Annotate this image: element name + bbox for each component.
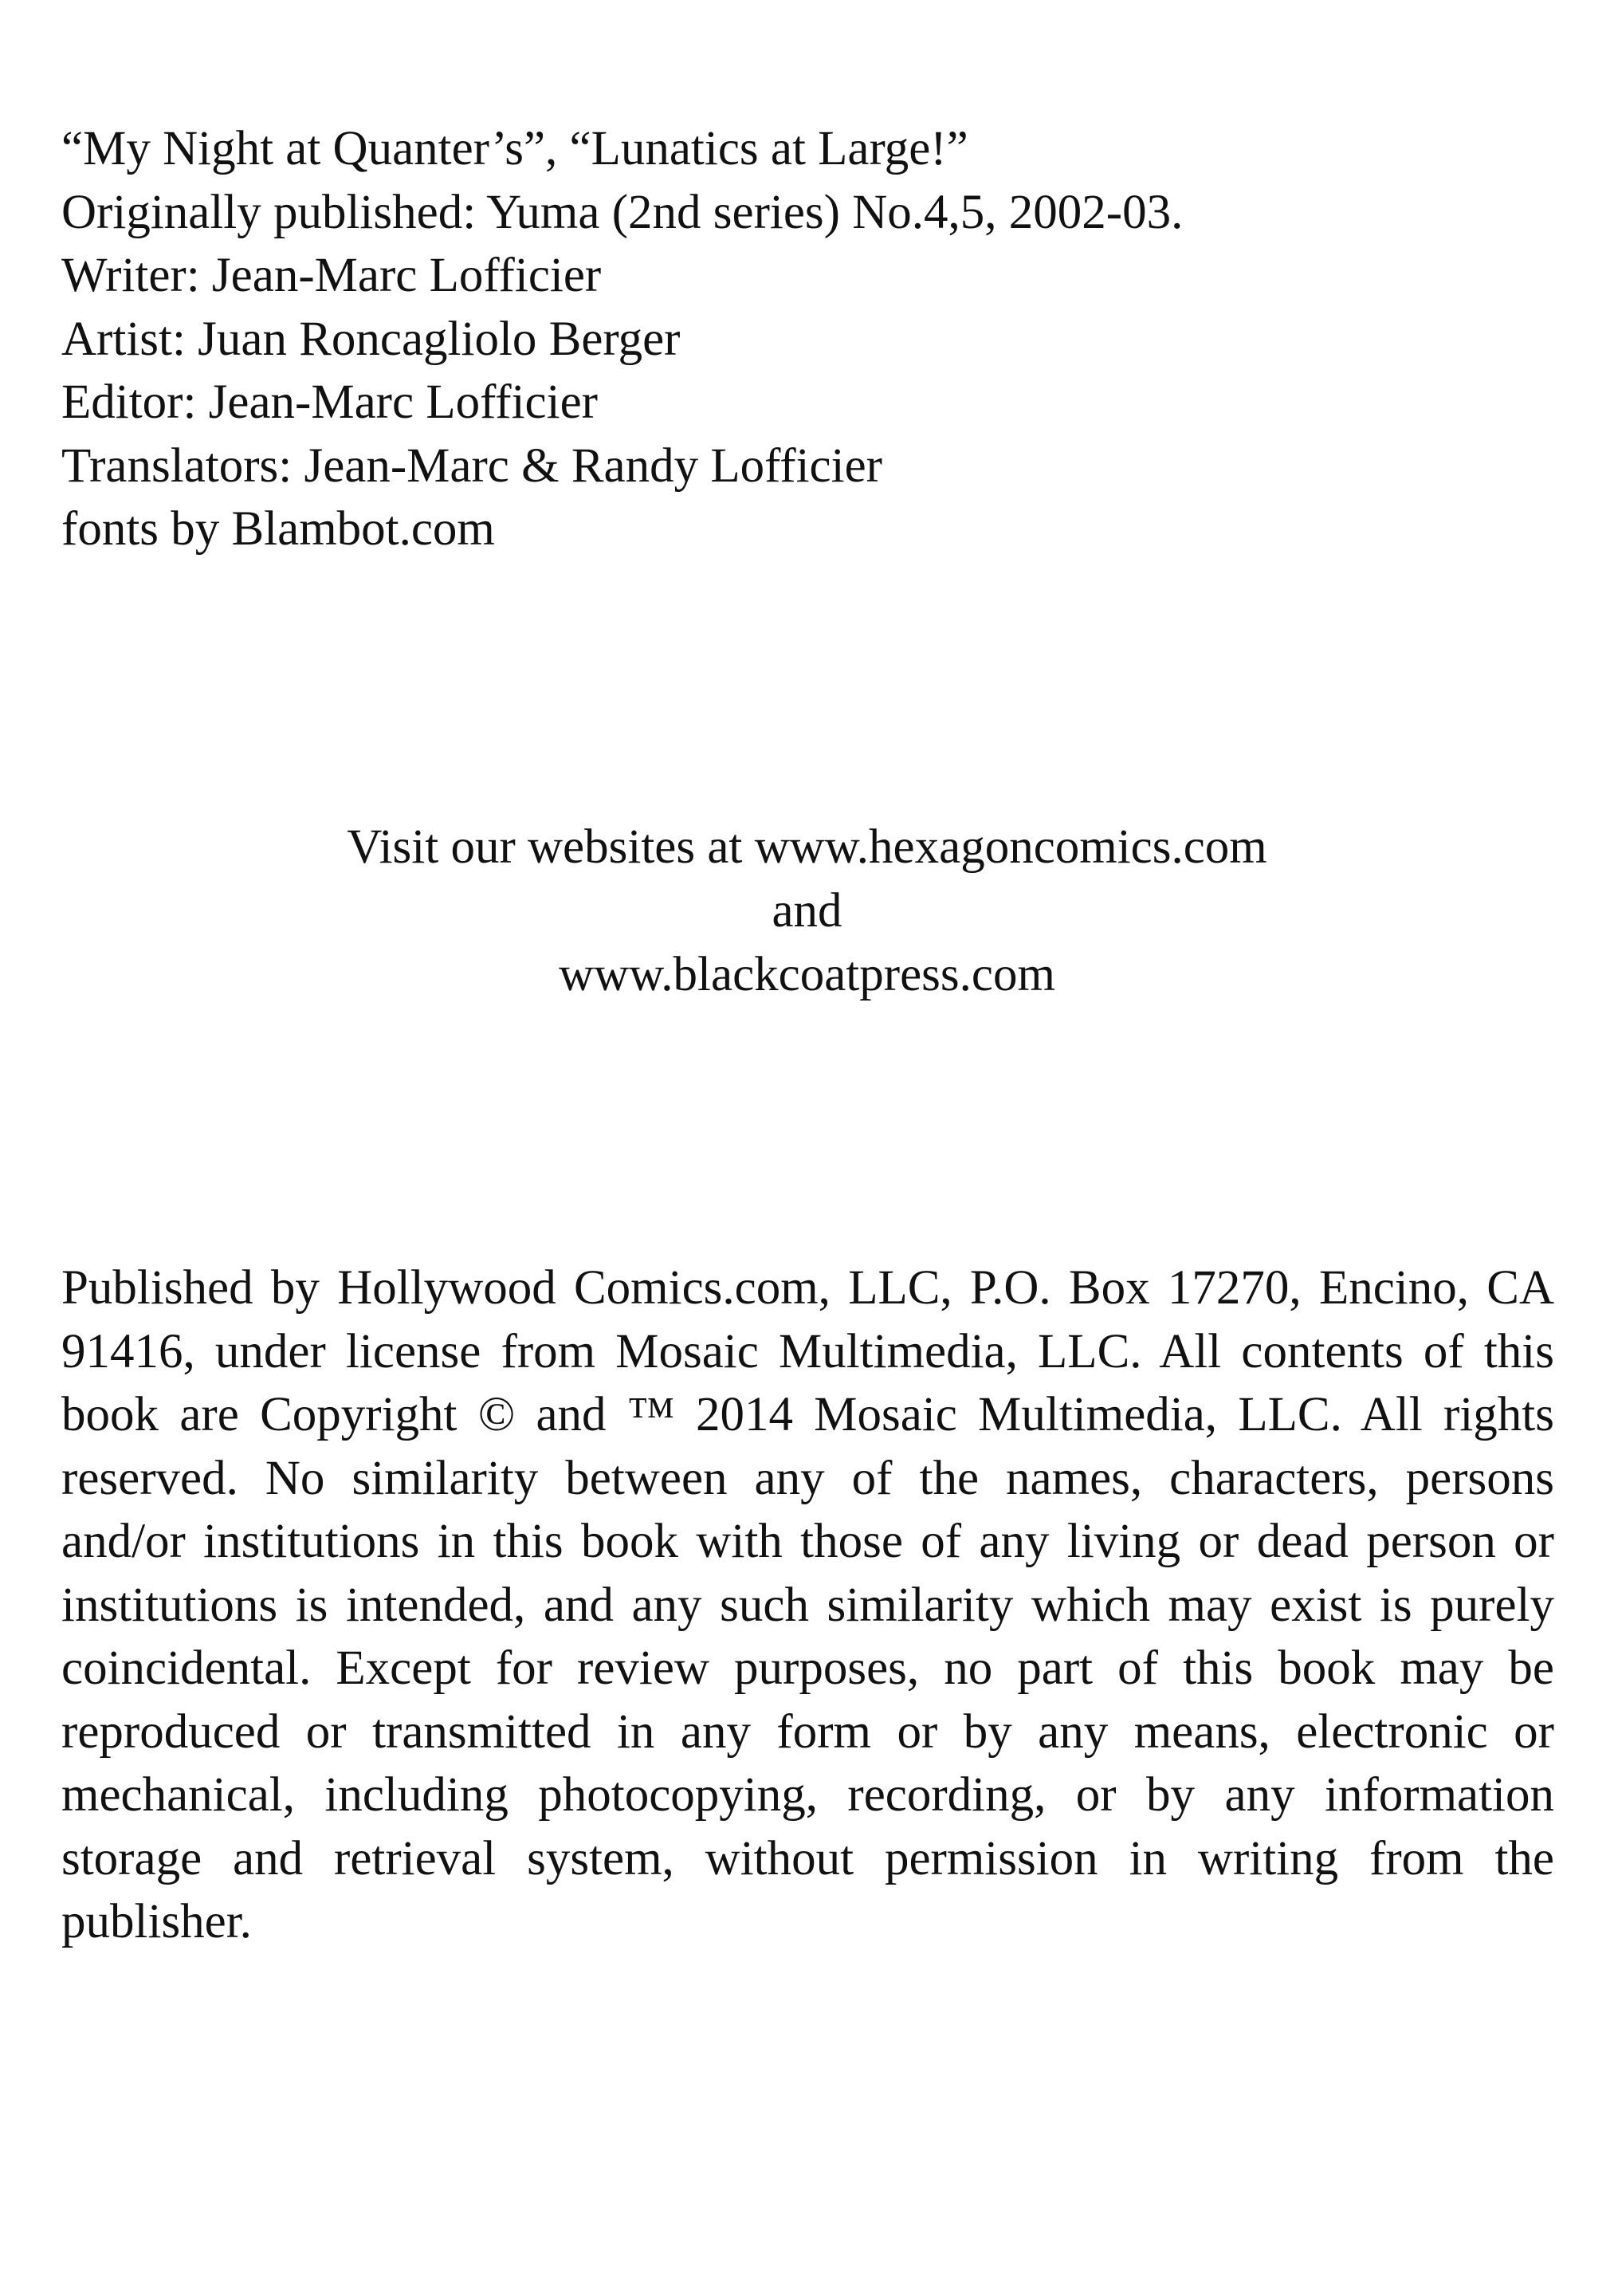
credits-editor: Editor: Jean-Marc Lofficier [61, 375, 598, 429]
websites-line-blackcoat: www.blackcoatpress.com [559, 948, 1055, 1001]
legal-notice: Published by Hollywood Comics.com, LLC, P.O. Box 17270, Encino, CA 91416, under license from Mosaic Multimedia, LLC. All contents of this book are Copyright © and ™ 2014 Mosaic Multimedia, LLC. All rights reserved. No similarity between any of the names, characters, persons and/or institutions in this book with those of any living or dead person or institutions is intended, and any such similarity which may exist is purely coincidental. Except for review purposes, no part of this book may be reproduced or transmitted in any form or by any means, electronic or mechanical, including photocopying, recording, or by any information storage and retrieval system, without permission in writing from the publisher. [61, 1261, 1554, 1948]
credits-writer: Writer: Jean-Marc Lofficier [61, 249, 602, 302]
credits-translators: Translators: Jean-Marc & Randy Lofficier [61, 438, 882, 493]
websites-line-and: and [772, 884, 842, 938]
credits-artist: Artist: Juan Roncagliolo Berger [61, 312, 681, 366]
websites-block [0, 816, 1614, 1007]
websites-line-hexagon: Visit our websites at www.hexagoncomics.com [347, 820, 1267, 874]
credits-fonts: fonts by Blambot.com [61, 502, 495, 556]
credits-original-publication: Originally published: Yuma (2nd series) No.4,5, 2002-03. [61, 185, 1184, 239]
credits-block [61, 117, 1560, 561]
credits-story-titles: “My Night at Quanter’s”, “Lunatics at Large!” [61, 122, 968, 175]
